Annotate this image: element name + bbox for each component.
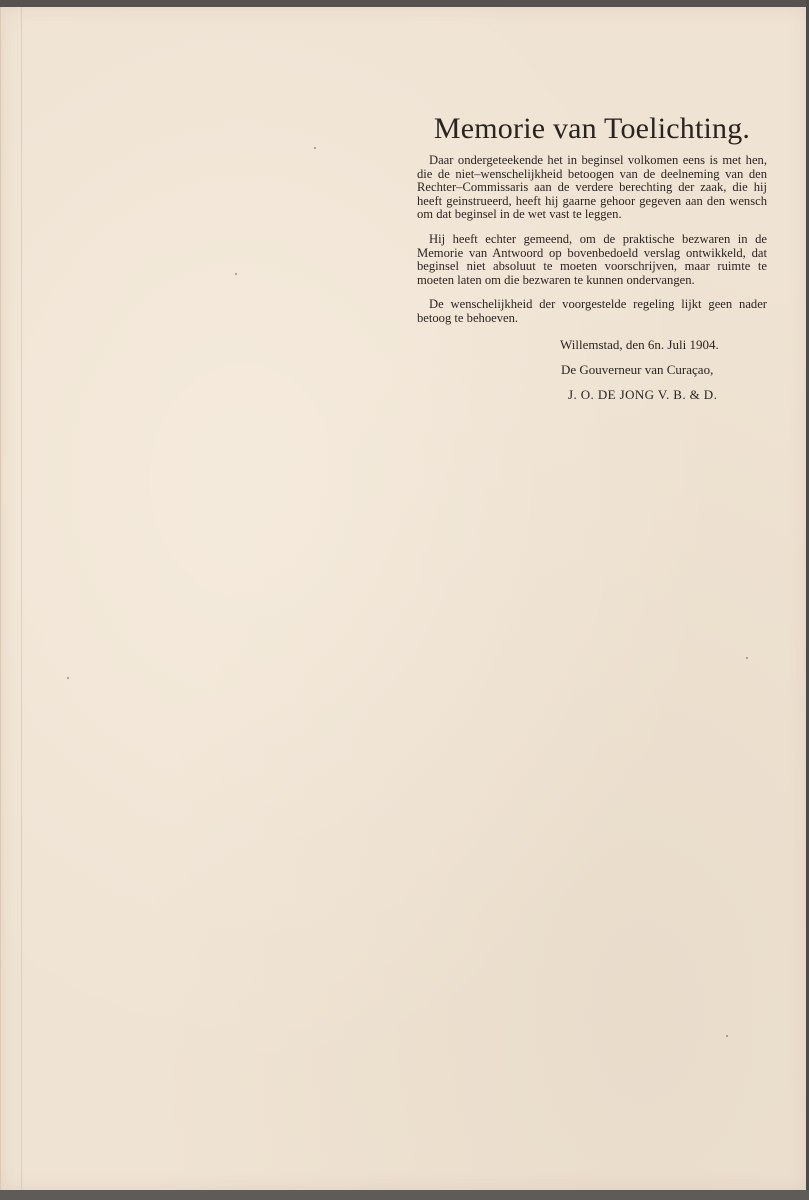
- paper-speck: [726, 1035, 728, 1037]
- paper-speck: [67, 677, 69, 679]
- paper-speck: [314, 147, 316, 149]
- place-and-date: Willemstad, den 6n. Juli 1904.: [560, 336, 719, 352]
- paragraph-3: De wenschelijkheid der voorgestelde regeling lijkt geen nader betoog te behoeven.: [417, 297, 767, 325]
- page-fold-line: [21, 7, 22, 1190]
- paper-speck: [746, 657, 748, 659]
- paragraph-2: Hij heeft echter gemeend, om de praktische bezwaren in de Memorie van Antwoord op bovenbedoeld verslag ontwikkeld, dat beginsel niet absoluut te moeten voorschrijven, maar ruimte te moeten laten om die bezwaren te kunnen ondervangen.: [417, 231, 767, 287]
- document-title: Memorie van Toelichting.: [433, 112, 751, 145]
- scan-bottom-edge: [0, 1190, 809, 1200]
- governor-title: De Gouverneur van Curaçao,: [561, 361, 714, 377]
- document-text-block: [417, 112, 767, 403]
- paragraph-1: Daar ondergeteekende het in beginsel volkomen eens is met hen, die de niet–wenschelijkheid betoogen van de deelneming van den Rechter–Commissaris aan de verdere berechting der zaak, die hij heeft geinstrueerd, heeft hij gaarne gehoor gegeven aan den wensch om dat beginsel in de wet vast te leggen.: [417, 153, 767, 222]
- signatory-name: J. O. DE JONG V. B. & D.: [568, 386, 718, 402]
- paper-speck: [235, 273, 237, 275]
- scan-top-edge: [0, 0, 809, 7]
